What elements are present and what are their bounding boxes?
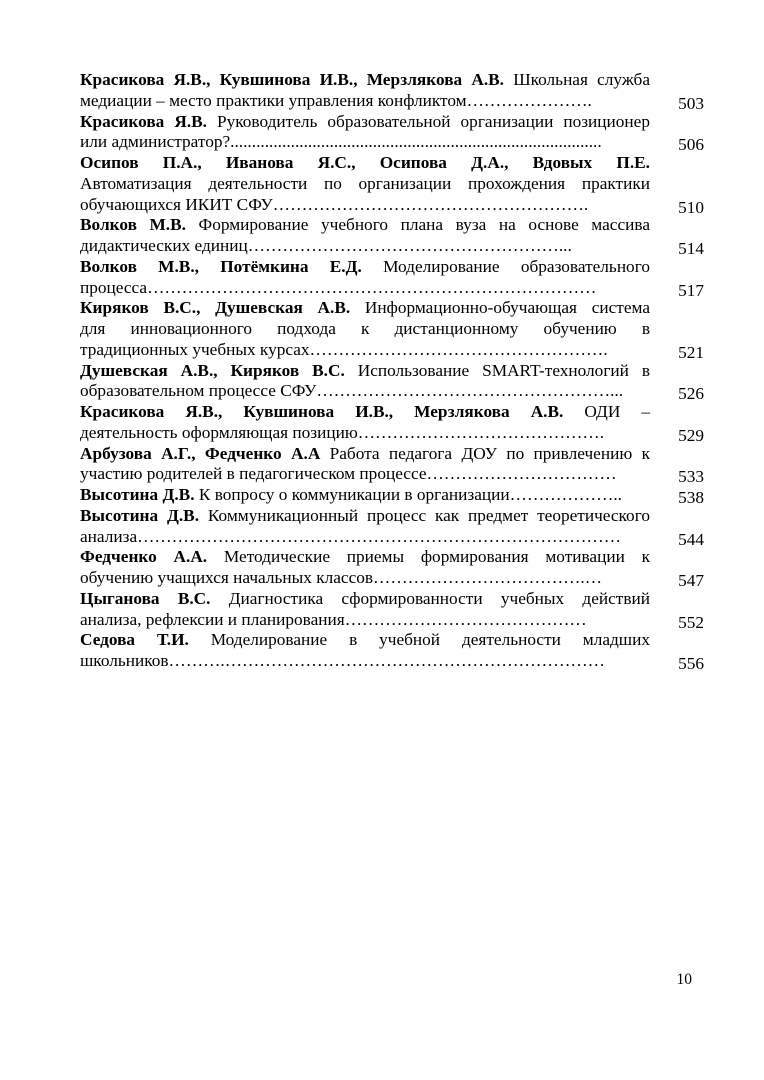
toc-title-text: Коммуникационный процесс как предмет теоретического — [199, 505, 650, 525]
toc-page-number: 547 — [678, 571, 704, 590]
toc-title-text: Информационно-обучающая система — [350, 298, 651, 318]
toc-line — [80, 70, 650, 90]
toc-page-number: 529 — [678, 425, 704, 445]
toc-title-text: обучению учащихся начальных классов……………………………….… — [80, 568, 603, 587]
toc-authors: Осипов П.А., Иванова Я.С., Осипова Д.А., Вдовых П.Е. — [80, 153, 650, 172]
toc-title-text: Руководитель образовательной организации позиционер — [207, 111, 650, 131]
toc-title-text: Школьная служба — [504, 70, 650, 89]
toc-authors: Арбузова А.Г., Федченко А.А — [80, 443, 321, 463]
toc-line — [80, 589, 650, 609]
toc-authors: Красикова Я.В. — [80, 111, 207, 131]
toc-line — [80, 132, 650, 152]
toc-title-text: Моделирование образовательного — [361, 256, 650, 276]
toc-title-text: традиционных учебных курсах……………………………………………. — [80, 339, 608, 359]
toc-line — [80, 257, 650, 277]
toc-line — [80, 319, 650, 339]
toc-line — [80, 361, 650, 381]
toc-authors: Душевская А.В., Киряков В.С. — [80, 360, 345, 380]
toc-page-number: 538 — [678, 488, 704, 507]
toc-title-text: дидактических единиц………………………………………………... — [80, 236, 572, 255]
toc-page-number: 552 — [678, 612, 704, 632]
toc-line — [80, 298, 650, 318]
toc-line — [80, 630, 650, 650]
toc-authors: Седова Т.И. — [80, 630, 189, 650]
toc-title-text: медиации – место практики управления конфликтом…………………. — [80, 90, 592, 110]
toc-title-text: Работа педагога ДОУ по привлечению к — [320, 443, 650, 463]
toc-title-text: или администратор?...................................................................................... — [80, 132, 602, 152]
toc-title-text: процесса…………………………………………………………………… — [80, 277, 597, 297]
toc-title-text: К вопросу о коммуникации в организации……………….. — [194, 485, 622, 504]
toc-authors: Цыганова В.С. — [80, 588, 211, 608]
toc-line — [80, 91, 650, 111]
toc-title-text: Моделирование в учебной деятельности младших — [188, 630, 650, 650]
toc-title-text: Диагностика сформированности учебных действий — [210, 588, 651, 608]
toc-title-text: Методические приемы формирования мотивации к — [207, 547, 650, 567]
toc-title-text: ОДИ – — [563, 402, 650, 421]
toc-line — [80, 112, 650, 132]
toc-page-number: 526 — [678, 384, 704, 404]
toc-title-text: анализа, рефлексии и планирования…………………………………… — [80, 609, 587, 629]
toc-line — [80, 195, 650, 215]
toc-line — [80, 568, 650, 588]
toc-line — [80, 153, 650, 173]
toc-line — [80, 527, 650, 547]
toc-title-text: Автоматизация деятельности по организации прохождения практики — [80, 173, 650, 193]
toc-line — [80, 651, 650, 671]
toc-line — [80, 506, 650, 526]
page-number: 10 — [676, 971, 692, 988]
toc-page-number: 517 — [678, 280, 704, 300]
toc-authors: Красикова Я.В., Кувшинова И.В., Мерзлякова А.В. — [80, 70, 505, 89]
toc-title-text: анализа………………………………………………………………………… — [80, 526, 621, 546]
toc-line — [80, 278, 650, 298]
toc-line — [80, 174, 650, 194]
toc-title-text: участию родителей в педагогическом процессе…………………………… — [80, 464, 617, 484]
toc-authors: Волков М.В., Потёмкина Е.Д. — [80, 256, 362, 276]
toc-page-number: 510 — [678, 197, 704, 217]
toc-title-text: Использование SMART-технологий в — [344, 360, 650, 380]
toc-title-text: школьников……….………………………………………………………… — [80, 651, 605, 670]
toc-line — [80, 485, 650, 505]
toc-authors: Волков М.В. — [80, 215, 186, 235]
toc-line — [80, 215, 650, 235]
toc-page-number: 506 — [678, 135, 704, 155]
toc-line — [80, 423, 650, 443]
toc-authors: Высотина Д.В. — [80, 505, 200, 525]
toc-line — [80, 547, 650, 567]
toc-page-number: 556 — [678, 654, 704, 673]
toc-page-number: 514 — [678, 239, 704, 258]
toc-title-text: обучающихся ИКИТ СФУ………………………………………………. — [80, 194, 589, 214]
toc-title-text: деятельность оформляющая позицию……………………………………. — [80, 422, 605, 442]
toc-authors: Высотина Д.В. — [80, 485, 195, 504]
toc-line — [80, 444, 650, 464]
toc-line — [80, 340, 650, 360]
toc-authors: Красикова Я.В., Кувшинова И.В., Мерзлякова А.В. — [80, 402, 564, 421]
toc-title-text: Формирование учебного плана вуза на основе массива — [185, 215, 650, 235]
toc-line — [80, 402, 650, 422]
toc-page-number: 503 — [678, 93, 704, 113]
toc-page-number: 544 — [678, 529, 704, 549]
toc-line — [80, 236, 650, 256]
toc-line — [80, 464, 650, 484]
toc-line — [80, 610, 650, 630]
toc-title-text: для инновационного подхода к дистанционному обучению в — [80, 319, 650, 338]
toc-title-text: образовательном процессе СФУ……………………………………………... — [80, 381, 624, 401]
toc-line — [80, 381, 650, 401]
toc-page-number: 533 — [678, 467, 704, 487]
toc-authors: Киряков В.С., Душевская А.В. — [80, 298, 351, 318]
toc-page-number: 521 — [678, 342, 704, 362]
toc-authors: Федченко А.А. — [80, 547, 208, 567]
